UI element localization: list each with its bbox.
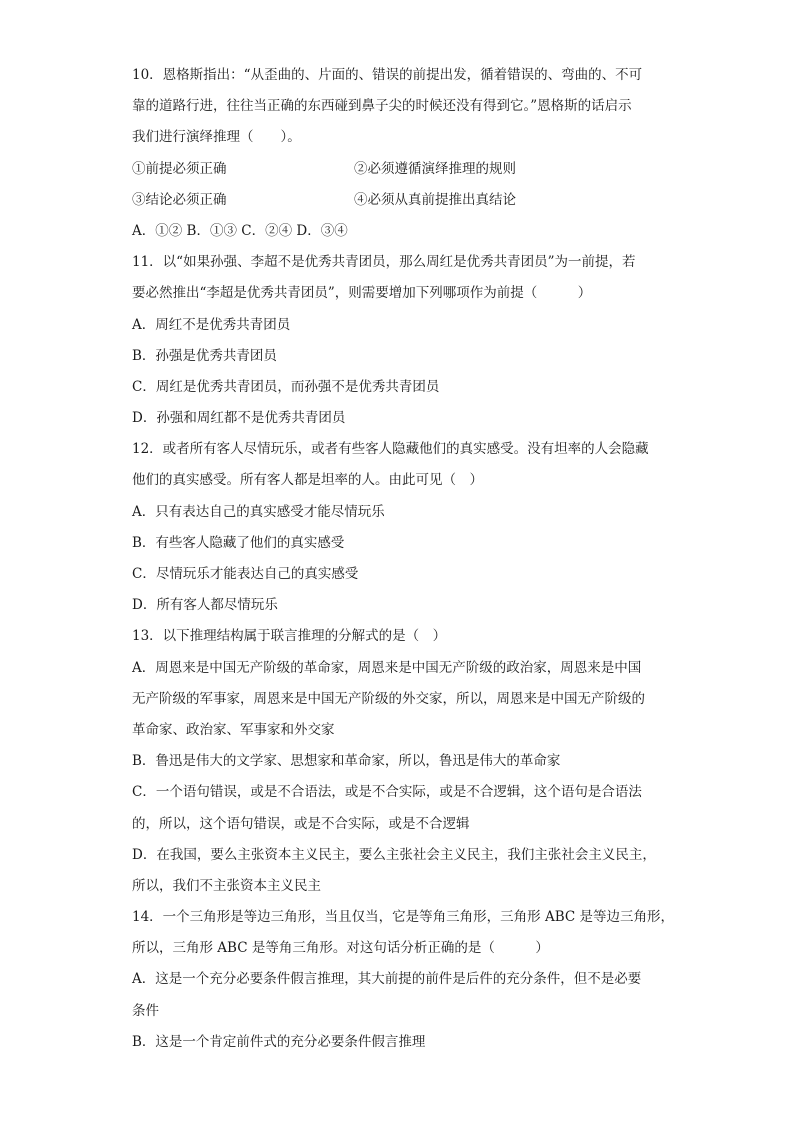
option-a: A．只有表达自己的真实感受才能尽情玩乐 [132,503,385,520]
option-c: C．尽情玩乐才能表达自己的真实感受 [132,566,359,582]
question-13 [132,621,668,902]
answer-choices: A．①② B．①③ C．②④ D．③④ [132,222,348,239]
option-text-line: 所以，我们不主张资本主义民主 [132,877,321,894]
option-c: C．周红是优秀共青团员，而孙强不是优秀共青团员 [132,378,440,395]
question-text-line: 要必然推出“李超是优秀共青团员”，则需要增加下列哪项作为前提（ ） [132,285,592,302]
question-10 [132,60,668,247]
option-b: B．有些客人隐藏了他们的真实感受 [132,534,345,551]
question-text-line: 10．恩格斯指出：“从歪曲的、片面的、错误的前提出发，循着错误的、弯曲的、不可 [132,67,643,83]
option-text-line: B．鲁迅是伟大的文学家、思想家和革命家，所以，鲁迅是伟大的革命家 [132,753,561,770]
statement-item: ②必须遵循演绎推理的规则 [354,160,516,177]
question-text-line: 11．以“如果孙强、李超不是优秀共青团员，那么周红是优秀共青团员”为一前提，若 [132,254,636,271]
option-a: A．周红不是优秀共青团员 [132,316,291,333]
option-text-line: B．这是一个肯定前件式的充分必要条件假言推理 [132,1033,426,1050]
question-text-line: 14．一个三角形是等边三角形，当且仅当，它是等角三角形，三角形 ABC 是等边三角形， [132,909,675,926]
question-14 [132,902,675,1058]
question-text-line: 所以，三角形 ABC 是等角三角形。对这句话分析正确的是（ ） [132,940,549,957]
option-text-line: C．一个语句错误，或是不合语法，或是不合实际，或是不合逻辑，这个语句是合语法 [132,784,642,801]
statement-row [132,154,668,185]
option-d: D．所有客人都尽情玩乐 [132,597,278,614]
question-text-line: 我们进行演绎推理（ ）。 [132,129,301,146]
option-text-line: D．在我国，要么主张资本主义民主，要么主张社会主义民主，我们主张社会主义民主， [132,846,656,863]
question-12 [132,434,668,621]
question-text-line: 靠的道路行进，往往当正确的东西碰到鼻子尖的时候还没有得到它。”恩格斯的话启示 [132,98,632,115]
option-text-line: 革命家、政治家、军事家和外交家 [132,721,335,738]
statement-row [132,185,668,216]
option-b: B．孙强是优秀共青团员 [132,347,277,364]
statement-item: ①前提必须正确 [132,160,227,177]
exam-page [132,60,675,1058]
statement-item: ④必须从真前提推出真结论 [354,191,516,208]
option-text-line: 的，所以，这个语句错误，或是不合实际，或是不合逻辑 [132,815,470,832]
option-text-line: A．周恩来是中国无产阶级的革命家，周恩来是中国无产阶级的政治家，周恩来是中国 [132,659,642,676]
option-text-line: A．这是一个充分必要条件假言推理，其大前提的前件是后件的充分条件，但不是必要 [132,971,642,988]
option-text-line: 条件 [132,1002,159,1019]
option-text-line: 无产阶级的军事家，周恩来是中国无产阶级的外交家，所以，周恩来是中国无产阶级的 [132,690,645,707]
question-11 [132,247,668,434]
question-text-line: 12．或者所有客人尽情玩乐，或者有些客人隐藏他们的真实感受。没有坦率的人会隐藏 [132,441,649,458]
question-text-line: 13．以下推理结构属于联言推理的分解式的是（ ） [132,628,447,645]
option-d: D．孙强和周红都不是优秀共青团员 [132,410,346,427]
question-text-line: 他们的真实感受。所有客人都是坦率的人。由此可见（ ） [132,472,483,489]
statement-item: ③结论必须正确 [132,191,227,208]
